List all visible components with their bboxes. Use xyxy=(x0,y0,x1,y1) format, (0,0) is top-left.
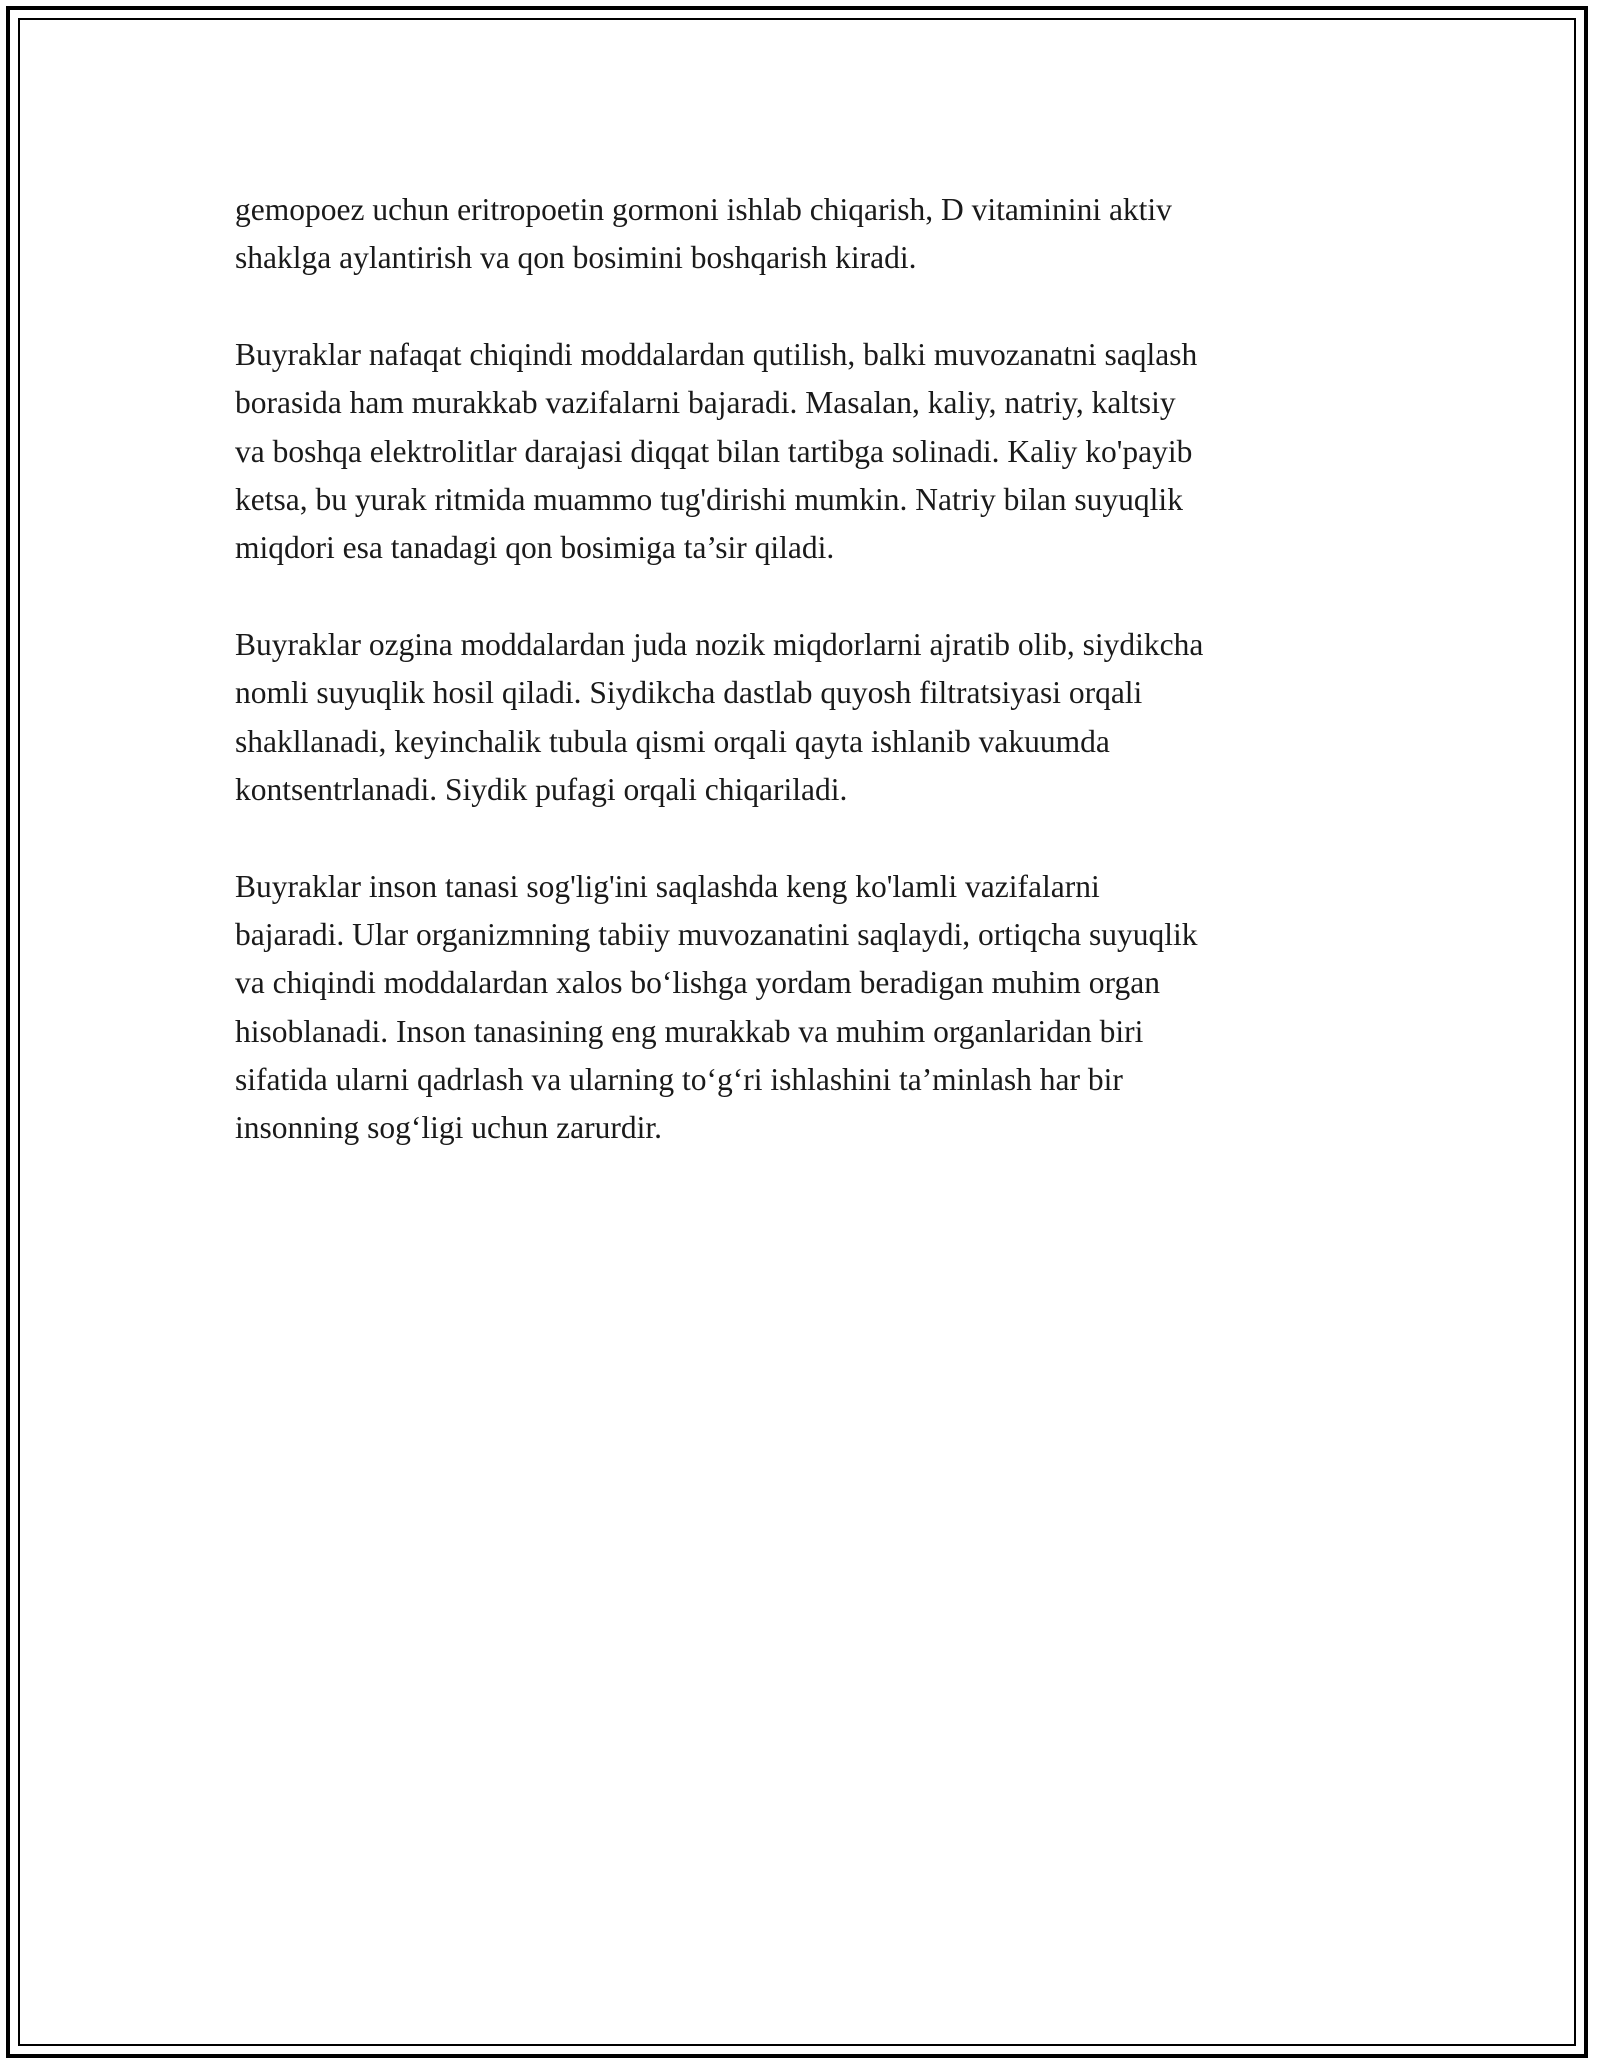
document-body xyxy=(235,186,1370,1201)
paragraph-4: Buyraklar inson tanasi sog'lig'ini saqlashda keng ko'lamli vazifalarni bajaradi. Ular organizmning tabiiy muvozanatini saqlaydi, ortiqcha suyuqlik va chiqindi moddalardan xalos bo‘lishga yordam beradigan muhim organ hisoblanadi. Inson tanasining eng murakkab va muhim organlaridan biri sifatida ularni qadrlash va ularning to‘g‘ri ishlashini ta’minlash har bir insonning sog‘ligi uchun zarurdir. xyxy=(235,868,1198,1146)
paragraph-1: gemopoez uchun eritropoetin gormoni ishlab chiqarish, D vitaminini aktiv shaklga aylantirish va qon bosimini boshqarish kiradi. xyxy=(235,192,1172,276)
paragraph-3: Buyraklar ozgina moddalardan juda nozik miqdorlarni ajratib olib, siydikcha nomli suyuqlik hosil qiladi. Siydikcha dastlab quyosh filtratsiyasi orqali shakllanadi, keyinchalik tubula qismi orqali qayta ishlanib vakuumda kontsentrlanadi. Siydik pufagi orqali chiqariladi. xyxy=(235,627,1204,807)
paragraph-2: Buyraklar nafaqat chiqindi moddalardan qutilish, balki muvozanatni saqlash borasida ham murakkab vazifalarni bajaradi. Masalan, kaliy, natriy, kaltsiy va boshqa elektrolitlar darajasi diqqat bilan tartibga solinadi. Kaliy ko'payib ketsa, bu yurak ritmida muammo tug'dirishi mumkin. Natriy bilan suyuqlik miqdori esa tanadagi qon bosimiga ta’sir qiladi. xyxy=(235,337,1198,566)
